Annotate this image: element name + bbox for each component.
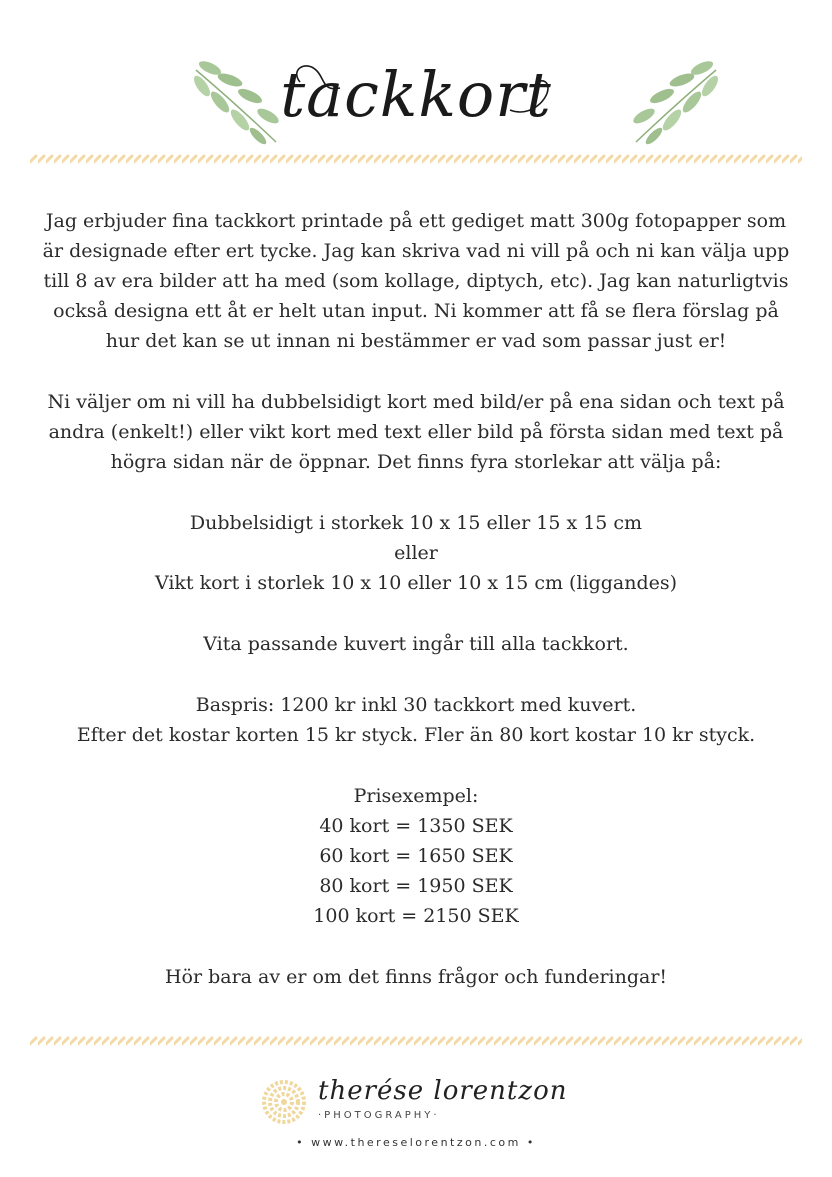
- envelope-note: Vita passande kuvert ingår till alla tackkort.: [203, 633, 629, 655]
- intro-line-4: också designa ett åt er helt utan input. Ni kommer att få se flera förslag på: [53, 300, 779, 322]
- options-line-3: högra sidan när de öppnar. Det finns fyra storlekar att välja på:: [110, 451, 722, 473]
- price-example: 60 kort = 1650 SEK: [319, 845, 513, 867]
- website-link[interactable]: • www.thereselorentzon.com •: [296, 1136, 536, 1149]
- intro-line-1: Jag erbjuder fina tackkort printade på ett gediget matt 300g fotopapper som: [45, 210, 787, 232]
- size-option-1: Dubbelsidigt i storkek 10 x 15 eller 15 x 15 cm: [189, 512, 643, 534]
- rope-divider-bottom: [30, 1036, 802, 1046]
- options-line-2: andra (enkelt!) eller vikt kort med text eller bild på första sidan med text på: [48, 421, 784, 443]
- body-content: [40, 206, 792, 992]
- intro-line-5: hur det kan se ut innan ni bestämmer er vad som passar just er!: [105, 330, 727, 352]
- examples-title: Prisexempel:: [353, 785, 479, 807]
- rope-divider-top: [30, 154, 802, 164]
- closing-line: Hör bara av er om det finns frågor och funderingar!: [164, 966, 668, 988]
- intro-line-2: är designade efter ert tycke. Jag kan skriva vad ni vill på och ni kan välja upp: [42, 240, 790, 262]
- size-option-2: Vikt kort i storlek 10 x 10 eller 10 x 15 cm (liggandes): [154, 572, 678, 594]
- intro-line-3: till 8 av era bilder att ha med (som kollage, diptych, etc). Jag kan naturligtvis: [43, 270, 789, 292]
- options-line-1: Ni väljer om ni vill ha dubbelsidigt kort med bild/er på ena sidan och text på: [47, 391, 785, 413]
- brand-subtitle: ·PHOTOGRAPHY·: [318, 1110, 440, 1121]
- page-title: tackkort: [280, 58, 552, 131]
- base-price: Baspris: 1200 kr inkl 30 tackkort med kuvert.: [195, 694, 637, 716]
- price-example: 100 kort = 2150 SEK: [313, 905, 519, 927]
- rope-circle-logo-icon: [264, 1082, 304, 1122]
- price-example: 40 kort = 1350 SEK: [319, 815, 513, 837]
- size-separator: eller: [394, 542, 438, 564]
- price-example: 80 kort = 1950 SEK: [319, 875, 513, 897]
- brand-name: therése lorentzon: [318, 1076, 568, 1106]
- extra-price: Efter det kostar korten 15 kr styck. Fler än 80 kort kostar 10 kr styck.: [76, 724, 756, 746]
